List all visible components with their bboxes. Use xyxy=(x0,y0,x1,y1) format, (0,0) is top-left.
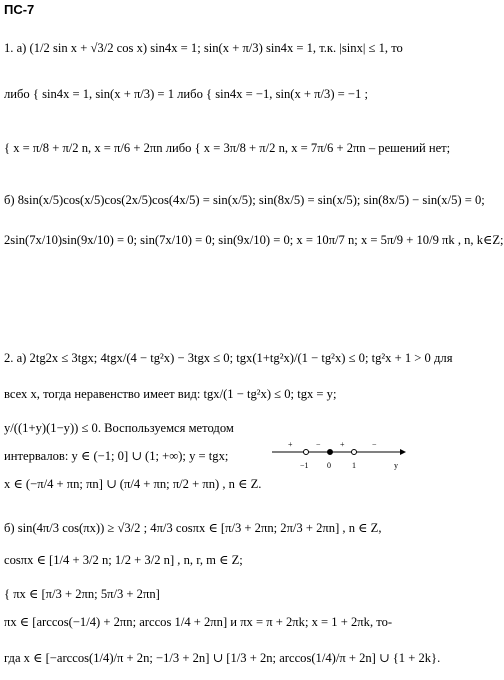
tick-label: −1 xyxy=(300,461,309,470)
line-2a-inequality: всех x, тогда неравенство имеет вид: tgx/(1 − tg²x) ≤ 0; tgx = y; xyxy=(4,387,337,401)
page-title: ПС-7 xyxy=(4,2,35,17)
point-zero xyxy=(328,450,333,455)
line-2b-equation: б) sin(4π/3 cos(πx)) ≥ √3/2 ; 4π/3 cosπx ∈ [π/3 + 2πn; 2π/3 + 2πn] , n ∈ Z, xyxy=(4,521,382,535)
tick-label: y xyxy=(394,461,398,470)
tick-label: 1 xyxy=(352,461,356,470)
line-2b-final: гда x ∈ [−arccos(1/4)/π + 2n; −1/3 + 2n] ∪ [1/3 + 2n; arccos(1/4)/π + 2n] ∪ {1 + 2k}. xyxy=(4,651,441,665)
line-2a-method: y/((1+y)(1−y)) ≤ 0. Воспользуемся методом xyxy=(4,421,234,435)
line-2b-system-1: { πx ∈ [π/3 + 2πn; 5π/3 + 2πn] xyxy=(4,587,160,601)
line-2a-equation: 2. а) 2tg2x ≤ 3tgx; 4tgx/(4 − tg²x) − 3tgx ≤ 0; tgx(1+tg²x)/(1 − tg²x) ≤ 0; tg²x + 1 > 0 для xyxy=(4,351,453,365)
line-1a-solutions: { x = π/8 + π/2 n, x = π/6 + 2πn либо { x = 3π/8 + π/2 n, x = 7π/6 + 2πn – решений нет; xyxy=(4,141,451,155)
point-one xyxy=(352,450,357,455)
sign-label: − xyxy=(316,440,321,449)
line-1a-either-or: либо { sin4x = 1, sin(x + π/3) = 1 либо { sin4x = −1, sin(x + π/3) = −1 ; xyxy=(4,87,368,101)
interval-number-line xyxy=(268,438,408,472)
sign-label: + xyxy=(340,440,345,449)
sign-label: − xyxy=(372,440,377,449)
line-2a-answer: x ∈ (−π/4 + πn; πn] ∪ (π/4 + πn; π/2 + πn) , n ∈ Z. xyxy=(4,477,262,491)
line-1a-equation: 1. а) (1/2 sin x + √3/2 cos x) sin4x = 1; sin(x + π/3) sin4x = 1, т.к. |sinx| ≤ 1, то xyxy=(4,41,403,55)
line-2b-cos-range: cosπx ∈ [1/4 + 3/2 n; 1/2 + 3/2 n] , n, r, m ∈ Z; xyxy=(4,553,243,567)
point-minus-one xyxy=(304,450,309,455)
sign-label: + xyxy=(288,440,293,449)
line-2a-intervals: интервалов: y ∈ (−1; 0] ∪ (1; +∞); y = tgx; xyxy=(4,449,229,463)
axis-arrow xyxy=(400,449,406,455)
tick-label: 0 xyxy=(327,461,331,470)
line-1b-equation: б) 8sin(x/5)cos(x/5)cos(2x/5)cos(4x/5) = sin(x/5); sin(8x/5) = sin(x/5); sin(8x/5) − sin(x/5) = 0; xyxy=(4,193,485,207)
line-1b-solutions: 2sin(7x/10)sin(9x/10) = 0; sin(7x/10) = 0; sin(9x/10) = 0; x = 10π/7 n; x = 5π/9 + 10/9 πk , n, k∈Z; xyxy=(4,233,504,247)
line-2b-system-2: πx ∈ [arccos(−1/4) + 2πn; arccos 1/4 + 2πn] и πx = π + 2πk; x = 1 + 2πk, то- xyxy=(4,615,393,629)
